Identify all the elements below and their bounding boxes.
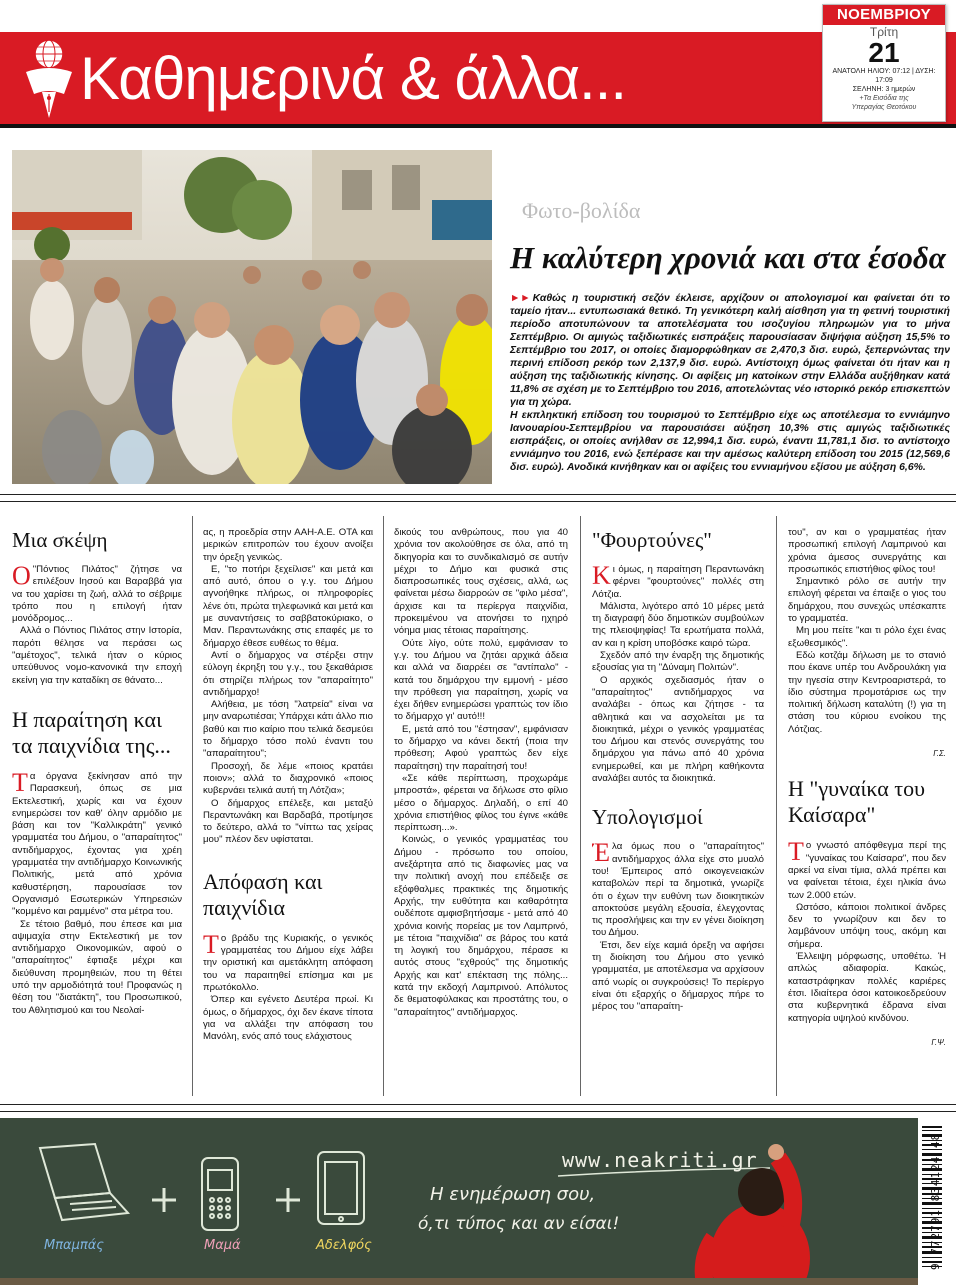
page-header xyxy=(0,0,956,128)
column-4 xyxy=(592,522,764,1014)
column-3 xyxy=(394,527,568,1019)
article-paragraph xyxy=(12,561,182,625)
paragraph-text: ο γνωστό απόφθεγμα περί της "γυναίκας του Καίσαρα", που δεν αρκεί να είναι τίμια, αλλά πρέπει και να φαίνεται τέτοια, έχει ηλικία άνω των 2.000 ετών. xyxy=(788,840,946,901)
drop-cap: Τ xyxy=(203,929,219,959)
calendar-feast-line2: Υπεραγίας Θεοτόκου xyxy=(851,104,917,111)
column-2 xyxy=(203,527,373,1043)
calendar-sun-times: ΑΝΑΤΟΛΗ ΗΛΙΟΥ: 07:12 | ΔΥΣΗ: 17:09 xyxy=(832,68,936,84)
drop-cap: Έ xyxy=(592,838,611,868)
article-paragraph: Αλλά ο Πόντιος Πιλάτος στην Ιστορία, παρότι θέλησε να περάσει ως "αμέτοχος", τελικά ήταν ο κύριος υπεύθυνος νομο-κανονικά την εποχή εκείνη για την καταδίκη σε θάνατο... xyxy=(12,625,182,686)
article-paragraph: Εδώ κοτζάμ δήλωση με το στανιό που έκανε υπέρ του Ανδρουλάκη για την ηγεσία στην Κεντροαριστερά, το ίδιο σύστημα προμοτάρισε ως την πολιτική δήλωση καταλύτη (!) για τη στάση του κύριου ενοίκου της Λότζιας. xyxy=(788,649,946,735)
article-paragraph xyxy=(12,767,182,919)
double-arrow-icon: ►► xyxy=(510,293,531,304)
ad-website-url[interactable]: www.neakriti.gr xyxy=(562,1148,758,1172)
article-paragraph: του", αν και ο γραμματέας ήταν προσωπική επιλογή Λαμπρινού και χρόνια άμεσος συνεργάτης και προσωπικός επιστήθιος φίλος του! xyxy=(788,527,946,575)
column-1 xyxy=(12,522,182,1017)
article-paragraph xyxy=(788,837,946,901)
column-heading: Απόφαση και παιχνίδια xyxy=(203,868,323,920)
feature-lead-text-1: Καθώς η τουριστική σεζόν έκλεισε, αρχίζουν οι απολογισμοί και φαίνεται ότι το ταμείο ήταν... εντυπωσιακά θετικό. Τη γενικότερη καλή αίσθηση για τη φετινή τουριστική περίοδο αποτυπώνουν τα αποτελέσματα του ισοζυγίου πληρωμών για το μήνα Σεπτέμβριο. Οι αμιγώς ταξιδιωτικές εισπράξεις παρουσίασαν διψήφια αύξηση 15,5% το Σεπτέμβριο του 2017, οι οποίες διαμορφώθηκαν σε 2,470,3 δισ. ευρώ, ξεπερνώντας την περινή επίδοση ρεκόρ των 2,137,9 δισ. ευρώ. Αντίστοιχη όμως φαίνεται ότι ήταν και η αύξηση της ταξιδιωτικής κίνησης. Οι αφίξεις μη κατοίκων στην Ελλάδα αυξήθηκαν κατά 11,8% σε σχέση με το Σεπτέμβριο του 2016, αποτελώντας νέο ιστορικό ρεκόρ επισκεπτών για τη χώρα. xyxy=(510,293,950,408)
ad-divider xyxy=(0,1104,956,1112)
ad-label-brother: Αδελφός xyxy=(316,1238,372,1253)
phone-icon xyxy=(202,1158,238,1230)
article-paragraph: Ε, μετά από του "έστησαν", εμφάνισαν το δήμαρχο να κάνει δεκτή (ποια την πρόθεση; Αφού γραπτώς δεν είχε παραίτηση) την παραίτησή του! xyxy=(394,723,568,772)
feature-divider xyxy=(0,494,956,502)
masthead-title: Καθημερινά & άλλα... xyxy=(80,45,627,112)
drop-cap: Τ xyxy=(788,837,804,867)
calendar-month: ΝΟΕΜΒΡΙΟΥ xyxy=(823,5,945,25)
column-5 xyxy=(788,527,946,1049)
barcode-number: 9 772791 834124 48 xyxy=(929,1132,942,1270)
author-initials: Γ.Ψ. xyxy=(931,1037,946,1047)
ad-tagline-2: ό,τι τύπος και αν είσαι! xyxy=(418,1214,620,1234)
article-paragraph: δικούς του ανθρώπους, που για 40 χρόνια τον ακολούθησε σε όλα, από τη δικηγορία και το συνδικαλισμό σε αυτήν μέχρι το Δήμο και φυσικά στις διαπροσωπικές τους σχέσεις, αλλά, ως φαίνεται μέσω διαρροών σε "φιλο μέσα", άρχισε και τα περίεργα παιχνίδια, προκειμένου να ατονήσει το ηχηρό νόημα μιας τέτοιας παραίτησης. xyxy=(394,527,568,637)
article-paragraph xyxy=(592,561,764,601)
paragraph-text: "Πόντιος Πιλάτος" ζήτησε να επιλέξουν Ιησού και Βαραββά για να του χαρίσει τη ζωή, αλλά το σέβριμε τρόπο που η επιλογή ήταν μονόδρομος... xyxy=(12,564,182,625)
paragraph-text: ο βράδυ της Κυριακής, ο γενικός γραμματέας του Δήμου είχε λάβει την οριστική και αμετάκλητη απόφαση του να παραιτηθεί επίσημα και με πρωτόκολλο. xyxy=(203,932,373,993)
tourist-crowd-photo xyxy=(12,150,492,484)
neakriti-advertisement[interactable] xyxy=(0,1118,956,1285)
feature-headline: Η καλύτερη χρονιά και στα έσοδα xyxy=(510,240,946,275)
article-paragraph: Ε, "το ποτήρι ξεχείλισε" και μετά και από αυτό, όπου ο γ.γ. του Δήμου αγνοήθηκε πλήρως, οι πληροφορίες λένε ότι, πρώτα τηλεφωνικά και μετά και με συναντήσεις το σαββατοκύριακο, ο Μαν. Περαντωνάκης στις επαφές με το δήμαρχο έθεσε ευθέως το θέμα. xyxy=(203,563,373,649)
article-paragraph xyxy=(203,929,373,994)
article-paragraph: Έτσι, δεν είχε καμιά όρεξη να αφήσει τη διοίκηση του Δήμου στο γενικό γραμματέα, με αποτέλεσμα να αρχίσουν από νωρίς οι συγκρούσεις! Το περίεργο είναι ότι εξαρχής ο δήμαρχος πήρε το μέρος του "απαραίτη- xyxy=(592,939,764,1013)
article-paragraph: ας, η προεδρία στην ΑΑΗ-Α.Ε. ΟΤΑ και μερικών επιτροπών του έχουν ανοίξει την όρεξη γενικώς. xyxy=(203,527,373,563)
calendar-feast-line1: +Τα Εισόδια της xyxy=(859,95,909,102)
ad-label-father: Μπαμπάς xyxy=(44,1238,104,1253)
column-heading: Μια σκέψη xyxy=(12,528,108,552)
paragraph-text: λα όμως που ο "απαραίτητος" αντιδήμαρχος άλλα είχε στο μυαλό του! Έμπειρος από οικογενειακών καταβολών περί τα δημοτικά, γνωρίζε ότι ο έχων την ευθύνη των διοικητικών αποκτούσε μεγάλη εξουσία, έλεγχοντας τις προσλήψεις και την εν γένει διοίκηση του Δήμου. xyxy=(592,841,764,939)
article-paragraph: «Σε κάθε περίπτωση, προχωράμε μπροστά», φέρεται να δήλωσε στο φίλιο μέσο ο δήμαρχος. Δηλαδή, ο επί 40 χρόνια επιστήθιος φίλος του έγινε «κάθε περίπτωση...». xyxy=(394,772,568,834)
drop-cap: Ο xyxy=(12,561,31,590)
article-paragraph: Ωστόσο, κάποιοι πολιτικοί άνδρες δεν το γνωρίζουν και δεν το λαμβάνουν υπόψη τους, ακόμη και σήμερα. xyxy=(788,901,946,950)
article-paragraph: Κοινώς, ο γενικός γραμματέας του Δήμου - πρόσωπο του οποίου, ανεξάρτητα από τις διαφωνίες μας να την πολιτική ανοχή που επέδειξε σε εξόφθαλμες πρακτικές της δημοτικής Αρχής, την ευθύτητα και καθαρότητα ουδέποτε αμφισβητήσαμε - μετά από 40 χρόνια κοινής πορείας με τον Λαμπρινό, με τέτοια "παιχνίδια" σε βάρος του κατά τη λογική του δημάρχου, πέρασε κι αυτός στους "εχθρούς" της δημοτικής Αρχής και κατ' επέκταση της πόλης... κατά την εκδοχή Λαμπρινού. Απόλυτος δε θεματοφύλακας και προστάτης του, ο "απαραίτητος" αντιδήμαρχος. xyxy=(394,834,568,1018)
laptop-icon xyxy=(40,1144,128,1220)
globe-pen-logo-icon xyxy=(20,36,78,120)
author-initials: Γ.Σ. xyxy=(933,749,946,759)
feature-kicker: Φωτο-βολίδα xyxy=(522,198,641,223)
column-divider xyxy=(580,516,581,1096)
paragraph-text: ι όμως, η παραίτηση Περαντωνάκη φέρνει "φουρτούνες" πολλές στη Λότζια. xyxy=(592,564,764,600)
article-paragraph: Ούτε λίγο, ούτε πολύ, εμφάνισαν το γ.γ. του Δήμου να ζητάει αρχικά άδεια και αλλά να διαρρέει σε "αντίπαλο" - κατά του δημάρχου την εμμονή - μέσο την πρόθεση για παραίτηση, χωρίς να έχει δήθεν ενημερώσει γραπτώς τον ίδιο το δήμαρχο γι' αυτό!!! xyxy=(394,637,568,723)
calendar-day-number: 21 xyxy=(868,37,900,68)
feature-lead xyxy=(510,292,950,474)
article-paragraph: Αλήθεια, με τόση "λατρεία" είναι να μην αναρωτιέσαι; Υπάρχει κάτι άλλο πιο βαθύ και πιο καίριο που τελικά δεσμεύει το δήμαρχο τόσο πολύ έναντι του "απαραίτητου"; xyxy=(203,699,373,760)
article-paragraph: Προσοχή, δε λέμε «ποιος κρατάει ποιον»; αλλά το διαχρονικό «ποιος κυβερνάει τελικά αυτή τη Λότζια»; xyxy=(203,760,373,797)
column-heading: "Φουρτούνες" xyxy=(592,528,712,552)
article-paragraph: Όπερ και εγένετο Δευτέρα πρωί. Κι όμως, ο δήμαρχος, όχι δεν έκανε τίποτα για να αλλάξει την απόφαση του Μανόλη, ενός από τους ελάχιστους xyxy=(203,994,373,1043)
plus-icon xyxy=(152,1188,176,1212)
article-paragraph xyxy=(592,838,764,939)
column-divider xyxy=(383,516,384,1096)
article-paragraph: Μάλιστα, λιγότερο από 10 μέρες μετά τη διαγραφή δύο δημοτικών συμβούλων της πλειοψηφίας! Τα ερωτήματα πολλά, αν και η κρίση υποβόσκε καιρό τώρα. xyxy=(592,600,764,649)
column-heading: Η "γυναίκα του Καίσαρα" xyxy=(788,776,926,828)
article-paragraph: Μη μου πείτε "και τι ρόλο έχει ένας εξωθεσμικός". xyxy=(788,625,946,649)
article-paragraph: Σε τέτοιο βαθμό, που έπεσε και μια αψιμαχία στην Εκτελεστική με τον αντιδήμαρχο Οικονομικών, αφού ο "απαραίτητος" έφτιαξε μέχρι και διεύθυνση προμηθειών, που τη θέτει υπό την αρμοδιότητά του! Προφανώς η θέση του "διατάκτη", του Προσωπικού, του Αθλητισμού και του Νεολαί- xyxy=(12,918,182,1016)
date-calendar xyxy=(822,4,946,122)
plus-icon xyxy=(276,1188,300,1212)
article-paragraph: Σχεδόν από την έναρξη της δημοτικής εξουσίας για τη "Δύναμη Πολιτών". xyxy=(592,650,764,674)
drop-cap: Κ xyxy=(592,561,611,590)
tablet-icon xyxy=(318,1152,364,1224)
article-paragraph: Ο αρχικός σχεδιασμός ήταν ο "απαραίτητος" αντιδήμαρχος να αναλάβει - όπως και ζήτησε - τα αθλητικά και να ασχολείται με τα διοικητικά, μέχρι ο γενικός γραμματέας του Δήμου και στενός συνεργάτης του δημάρχου για πάνω από 40 χρόνια ενημερωθεί, και με πλήρη καθήκοντα αναλάβει αυτός τα διοικητικά. xyxy=(592,674,764,785)
paragraph-text: α όργανα ξεκίνησαν από την Παρασκευή, όπως σε μια Εκτελεστική, χωρίς και να έχουν ενημερώσει τον καθ' όλην αρμόδιο με βάση και τον "Καλλικράτη" γενικό γραμματέα του Δήμου, ο "απαραίτητος" αντιδήμαρχος, έχοντας για χρέη γραμματέα την αντιδήμαρχο Κοινωνικής Πολιτικής, μετά από χρόνια καθυστέρηση, παρουσίασε τον Οργανισμό Εσωτερικών Υπηρεσιών "κομμένο και ραμμένο" στα μέτρα του. xyxy=(12,770,182,918)
feature-text-block xyxy=(510,150,950,484)
calendar-weekday: Τρίτη xyxy=(869,25,899,39)
column-divider xyxy=(192,516,193,1096)
header-divider xyxy=(0,124,956,128)
calendar-moon-phase: ΣΕΛΗΝΗ: 3 ημερών xyxy=(852,86,916,93)
ad-tagline-1: Η ενημέρωση σου, xyxy=(430,1184,596,1205)
article-paragraph: Σημαντικό ρόλο σε αυτήν την επιλογή φέρεται να έπαιξε ο γιος του δημάρχου, που συνεχώς υπέσκαπτε το γραμματέα. xyxy=(788,576,946,625)
feature-lead-paragraph xyxy=(510,292,950,409)
article-paragraph: Αντί ο δήμαρχος να στέρξει στην εύλογη έκρηξη του γ.γ., του ξεκαθάρισε ότι στηρίζει πλήρως τον "απαραίτητο" αντιδήμαρχο! xyxy=(203,649,373,698)
feature-story xyxy=(12,150,950,484)
ad-label-mother: Μαμά xyxy=(204,1238,241,1253)
article-paragraph: Ο δήμαρχος επέλεξε, και μεταξύ Περαντωνάκη και Βαρδαβά, προτίμησε το δεύτερο, αλλά το "νίπτω τας χείρας μου" πλέον δεν υφίσταται. xyxy=(203,797,373,846)
column-heading: Υπολογισμοί xyxy=(592,805,703,830)
feature-lead-paragraph: Η εκπληκτική επίδοση του τουρισμού το Σεπτέμβριο είχε ως αποτέλεσμα το εννιάμηνο Ιανουαρίου-Σεπτεμβρίου να παρουσιάσει αύξηση 10,3% στις αμιγώς ταξιδιωτικές εισπράξεις, οι οποίες ανήλθαν σε 12,994,1 δισ. ευρώ, έναντι 11,781,1 δισ. το αντίστοιχο εννιάμηνο του 2016, ενώ ξεπέρασε και την αμέσως καλύτερη επίδοση του 2015 (12,569,6 δισ. ευρώ). Ανοδικά κινήθηκαν και οι αφίξεις του εννιαμήνου εξίσου με αύξηση 6,6%. xyxy=(510,410,950,473)
drop-cap: Τ xyxy=(12,767,28,797)
column-heading: Η παραίτηση και τα παιχνίδια της... xyxy=(12,706,171,758)
column-divider xyxy=(776,516,777,1096)
article-paragraph: Έλλειψη μόρφωσης, υποθέτω. Ή απλώς αδιαφορία. Κακώς, καταστράφηκαν πολλές καριέρες έτσι. Ιδιαίτερα όσοι κατοικοεδρεύουν στα κυβερνητικά έδρανα είναι κατηγορία υψηλού κινδύνου. xyxy=(788,951,946,1024)
